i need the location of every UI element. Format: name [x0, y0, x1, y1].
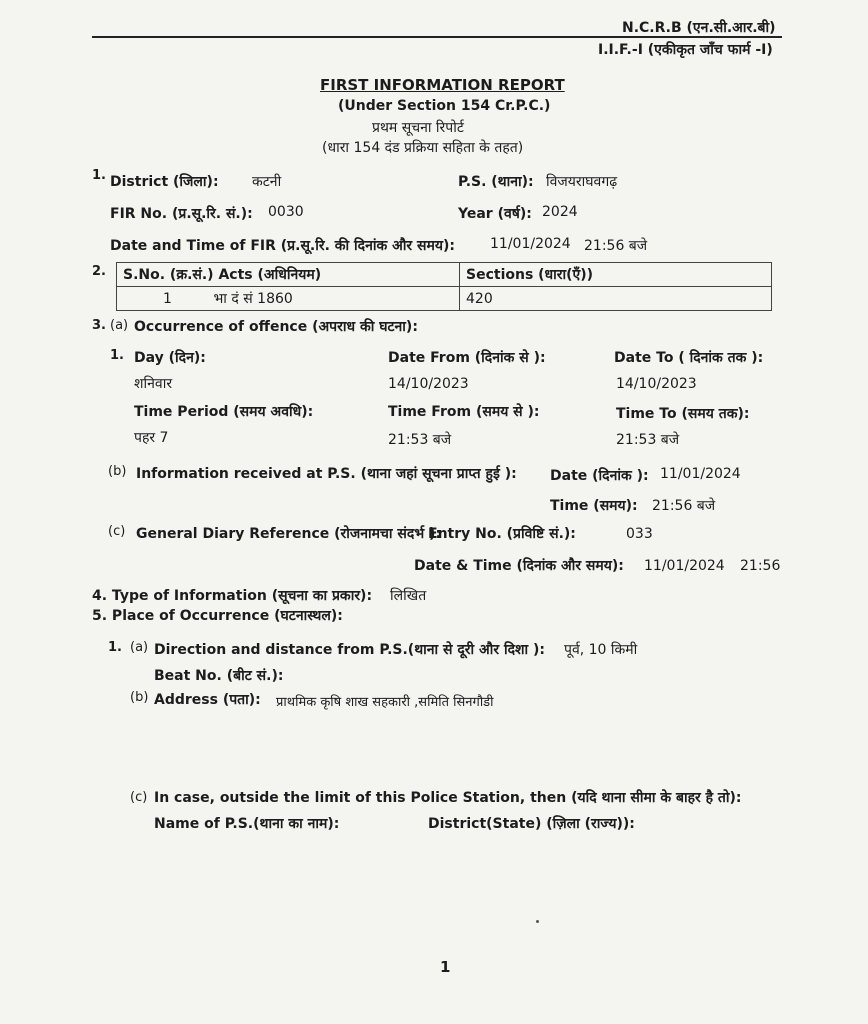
acts-table-header-cell — [117, 263, 460, 287]
info-type-value: लिखित — [390, 588, 427, 604]
acts-table — [116, 262, 772, 311]
fir-date-value: 11/01/2024 — [490, 236, 571, 252]
info-received-date-label: Date (दिनांक ): — [550, 468, 649, 484]
gd-entry-label: Entry No. (प्रविष्टि सं.): — [428, 526, 576, 542]
direction-distance-value: पूर्व, 10 किमी — [564, 642, 638, 658]
time-period-label: Time Period (समय अवधि): — [134, 404, 314, 420]
section-3c-label: (c) — [108, 524, 126, 539]
info-received-time-value: 21:56 बजे — [652, 498, 716, 514]
place-of-occurrence-label: 5. Place of Occurrence (घटनास्थल): — [92, 608, 343, 624]
row-sno: 1 — [163, 291, 172, 307]
section-1-number: 1. — [92, 168, 106, 183]
paper-speck — [536, 920, 539, 923]
page-number: 1 — [440, 958, 451, 976]
gd-datetime-time: 21:56 — [740, 558, 781, 574]
header-sno: S.No. (क्र.सं.) — [123, 267, 214, 283]
gd-entry-value: 033 — [626, 526, 653, 542]
day-value: शनिवार — [134, 376, 173, 392]
year-label: Year (वर्ष): — [458, 206, 532, 222]
date-from-label: Date From (दिनांक से ): — [388, 350, 546, 366]
district-label: District (जिला): — [110, 174, 219, 190]
section-5a-label: (a) — [130, 640, 149, 655]
day-label: Day (दिन): — [134, 350, 206, 366]
info-received-date-value: 11/01/2024 — [660, 466, 741, 482]
time-period-value: पहर 7 — [134, 430, 169, 446]
section-3a-label: (a) — [110, 318, 129, 333]
report-hindi-title: प्रथम सूचना रिपोर्ट — [372, 120, 464, 136]
section-3a-sub-number: 1. — [110, 348, 124, 363]
address-value: प्राथमिक कृषि शाख सहकारी ,समिति सिनगौडी — [276, 695, 494, 710]
fir-datetime-label: Date and Time of FIR (प्र.सू.रि. की दिनांक और समय): — [110, 238, 455, 254]
district-value: कटनी — [252, 174, 282, 190]
table-row — [117, 287, 772, 311]
section-5c-label: (c) — [130, 790, 148, 805]
ps-label: P.S. (थाना): — [458, 174, 534, 190]
section-3-number: 3. — [92, 318, 106, 333]
iif-header: I.I.F.-I (एकीकृत जाँच फार्म -I) — [598, 42, 773, 58]
report-hindi-section: (धारा 154 दंड प्रक्रिया सहिता के तहत) — [322, 140, 524, 156]
row-section: 420 — [460, 287, 772, 311]
date-to-label: Date To ( दिनांक तक ): — [614, 350, 764, 366]
date-to-value: 14/10/2023 — [616, 376, 697, 392]
section-3b-label: (b) — [108, 464, 127, 479]
ncrb-header: N.C.R.B (एन.सी.आर.बी) — [622, 20, 776, 36]
time-from-value: 21:53 बजे — [388, 432, 452, 448]
time-to-label: Time To (समय तक): — [616, 406, 750, 422]
header-sections: Sections (धारा(एँ)) — [460, 263, 772, 287]
header-acts: Acts (अधिनियम) — [218, 267, 322, 283]
time-to-value: 21:53 बजे — [616, 432, 680, 448]
year-value: 2024 — [542, 204, 578, 220]
section-5-sub-number: 1. — [108, 640, 122, 655]
section-5b-label: (b) — [130, 690, 149, 705]
other-ps-name-label: Name of P.S.(थाना का नाम): — [154, 816, 340, 832]
gd-reference-title: General Diary Reference (रोजनामचा संदर्भ ): — [136, 526, 442, 542]
direction-distance-label: Direction and distance from P.S.(थाना से दूरी और दिशा ): — [154, 642, 546, 658]
fir-no-value: 0030 — [268, 204, 304, 220]
header-rule — [92, 36, 782, 38]
section-2-number: 2. — [92, 264, 106, 279]
report-under-section: (Under Section 154 Cr.P.C.) — [338, 98, 551, 114]
fir-time-value: 21:56 बजे — [584, 238, 648, 254]
gd-datetime-date: 11/01/2024 — [644, 558, 725, 574]
fir-no-label: FIR No. (प्र.सू.रि. सं.): — [110, 206, 253, 222]
time-from-label: Time From (समय से ): — [388, 404, 540, 420]
outside-limit-label: In case, outside the limit of this Police Station, then (यदि थाना सीमा के बाहर है तो): — [154, 790, 742, 806]
gd-datetime-label: Date & Time (दिनांक और समय): — [414, 558, 624, 574]
beat-no-label: Beat No. (बीट सं.): — [154, 668, 284, 684]
info-received-title: Information received at P.S. (थाना जहां सूचना प्राप्त हुई ): — [136, 466, 517, 482]
ps-value: विजयराघवगढ़ — [546, 174, 618, 190]
row-act: भा दं सं 1860 — [213, 291, 293, 307]
other-district-state-label: District(State) (ज़िला (राज्य)): — [428, 816, 635, 832]
info-received-time-label: Time (समय): — [550, 498, 638, 514]
acts-table-row-cell — [117, 287, 460, 311]
acts-table-header-row — [117, 263, 772, 287]
report-title: FIRST INFORMATION REPORT — [320, 76, 565, 94]
address-label: Address (पता): — [154, 692, 261, 708]
info-type-label: 4. Type of Information (सूचना का प्रकार): — [92, 588, 373, 604]
date-from-value: 14/10/2023 — [388, 376, 469, 392]
occurrence-title: Occurrence of offence (अपराध की घटना): — [134, 319, 418, 335]
